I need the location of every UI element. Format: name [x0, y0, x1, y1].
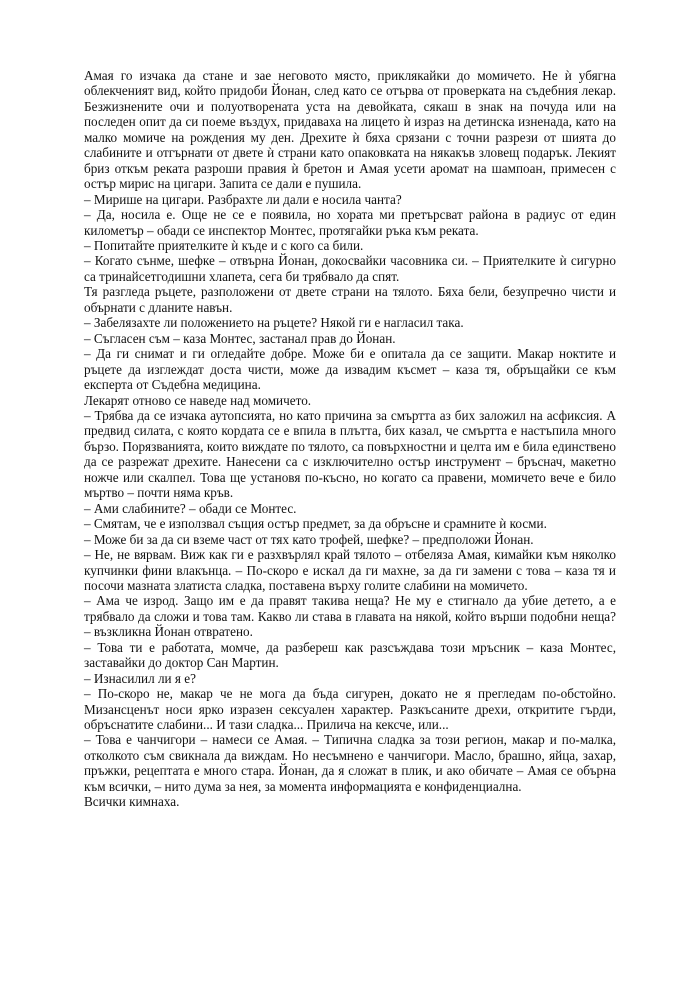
paragraph: – Ама че изрод. Защо им е да правят такива неща? Не му е стигнало да убие детето, а е трябвало да сложи и това там. Какво ли става в главата на някой, който върши подобни неща? – възкликна Йонан отвратено.	[84, 593, 616, 640]
paragraph: – Мирише на цигари. Разбрахте ли дали е носила чанта?	[84, 191, 402, 207]
paragraph: – Съгласен съм – каза Монтес, застанал прав до Йонан.	[84, 330, 396, 346]
paragraph: Лекарят отново се наведе над момичето.	[84, 392, 312, 408]
document-page	[84, 68, 616, 810]
paragraph: – Когато сънме, шефке – отвърна Йонан, докосвайки часовника си. – Приятелките ѝ сигурно са тринайсетгодишни хлапета, сега би трябвало да спят.	[84, 253, 616, 284]
paragraph: – Трябва да се изчака аутопсията, но като причина за смъртта аз бих заложил на асфиксия. А предвид силата, с която кордата се е впила в плътта, бих казал, че смъртта е настъпила много бързо. Порязванията, които виждате по тялото, са повърхностни и целта им е била единствено да се разрежат дрехите. Нанесени са с изключително остър инструмент – бръснач, макетно ножче или скалпел. Това ще установя по-късно, но когато са правени, момичето вече е било мъртво – почти няма кръв.	[84, 407, 616, 501]
paragraph: – Това ти е работата, момче, да разбереш как разсъждава този мръсник – каза Монтес, заставайки до доктор Сан Мартин.	[84, 639, 616, 671]
paragraph: – Може би за да си вземе част от тях като трофей, шефке? – предположи Йонан.	[84, 531, 534, 547]
paragraph: – Смятам, че е използвал същия остър предмет, за да обръсне и срамните ѝ косми.	[84, 516, 547, 532]
paragraph: – Попитайте приятелките ѝ къде и с кого са били.	[84, 237, 364, 253]
paragraph: Тя разгледа ръцете, разположени от двете страни на тялото. Бяха бели, безупречно чисти и обърнати с дланите навън.	[84, 284, 616, 315]
paragraph: – Ами слабините? – обади се Монтес.	[84, 500, 297, 516]
paragraph: – Изнасилил ли я е?	[84, 670, 196, 686]
paragraph: – Не, не вярвам. Виж как ги е разхвърлял край тялото – отбеляза Амая, кимайки към няколко купчинки фини влакънца. – По-скоро е искал да ги махне, за да ги замени с това – каза тя и посочи мазната златиста сладка, поставена върху голите слабини на момичето.	[84, 547, 616, 593]
paragraph: Амая го изчака да стане и зае неговото място, приклякайки до момичето. Не ѝ убягна облекченият вид, който придоби Йонан, след като се отърва от проверката на съдебния лекар. Безжизнените очи и полуотворената уста на девойката, сякаш в знак на почуда или на последен опит да си поеме въздух, придаваха на лицето ѝ израз на детинска изненада, като на малко момиче на рождения му ден. Дрехите ѝ бяха срязани с точни разрези от шията до слабините и отгърнати от двете ѝ страни като опаковката на някакъв зловещ подарък. Лекият бриз откъм реката разроши правия ѝ бретон и Амая усети аромат на шампоан, примесен с остър мирис на цигари. Запита се дали е пушила.	[84, 68, 616, 192]
paragraph: – По-скоро не, макар че не мога да бъда сигурен, докато не я прегледам по-обстойно. Мизансценът носи ярко изразен сексуален характер. Разкъсаните дрехи, откритите гърди, обръснатите слабини... И тази сладка... Прилича на кексче, или...	[84, 686, 616, 733]
paragraph: – Това е чанчигори – намеси се Амая. – Типична сладка за този регион, макар и по-малка, отколкото съм свикнала да виждам. Но несъмнено е чанчигори. Масло, брашно, яйца, захар, пръжки, рецептата е много стара. Йонан, да я сложат в плик, и ако обичате – Амая се обърна към всички, – нито дума за нея, за момента информацията е конфиденциална.	[84, 732, 616, 794]
paragraph: – Да, носила е. Още не се е появила, но хората ми претърсват района в радиус от един километър – обади се инспектор Монтес, протягайки ръка към реката.	[84, 207, 616, 238]
paragraph: – Забелязахте ли положението на ръцете? Някой ги е нагласил така.	[84, 315, 464, 331]
paragraph: – Да ги снимат и ги огледайте добре. Може би е опитала да се защити. Макар ноктите и ръцете да изглеждат доста чисти, може да извадим късмет – каза тя, обръщайки се към експерта от Съдебна медицина.	[84, 346, 616, 393]
paragraph: Всички кимнаха.	[84, 794, 180, 810]
